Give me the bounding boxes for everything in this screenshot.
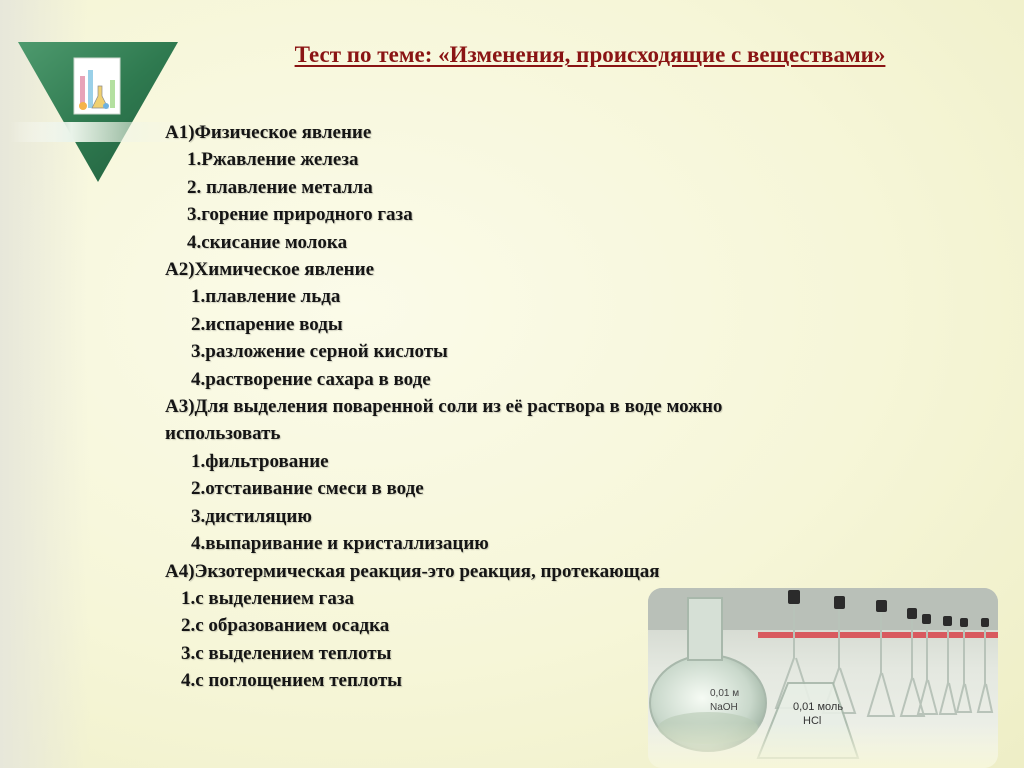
answer-option: 4.растворение сахара в воде <box>191 368 431 390</box>
answer-option: 3.разложение серной кислоты <box>191 341 448 363</box>
answer-option: 3.горение природного газа <box>187 204 413 226</box>
answer-option: 2. плавление металла <box>187 176 373 198</box>
answer-option: 3.дистиляцию <box>191 505 312 527</box>
light-band <box>10 122 185 142</box>
question-a3: А3)Для выделения поваренной соли из её раствора в воде можно использовать <box>165 396 723 445</box>
answer-option: 4.выпаривание и кристаллизацию <box>191 533 489 555</box>
lab-flasks-icon <box>74 58 120 114</box>
answer-option: 1.плавление льда <box>191 286 341 308</box>
answer-option: 4.скисание молока <box>187 231 348 253</box>
answer-option: 1.Ржавление железа <box>187 149 359 171</box>
slide-title: Тест по теме: «Изменения, происходящие с веществами» <box>294 42 886 67</box>
chemistry-logo <box>10 40 185 185</box>
answer-option: 3.с выделением теплоты <box>181 642 392 664</box>
answer-option: 4.с поглощением теплоты <box>181 670 402 692</box>
question-a4: А4)Экзотермическая реакция-это реакция, протекающая <box>165 560 660 582</box>
answer-option: 2.испарение воды <box>191 313 343 335</box>
answer-option: 1.фильтрование <box>191 450 329 472</box>
lab-glassware-photo <box>648 588 998 768</box>
answer-option: 2.отстаивание смеси в воде <box>191 478 424 500</box>
answer-option: 2.с образованием осадка <box>181 615 390 637</box>
question-a2: А2)Химическое явление <box>165 259 375 281</box>
question-a1: А1)Физическое явление <box>165 122 372 143</box>
answer-option: 1.с выделением газа <box>181 587 354 609</box>
